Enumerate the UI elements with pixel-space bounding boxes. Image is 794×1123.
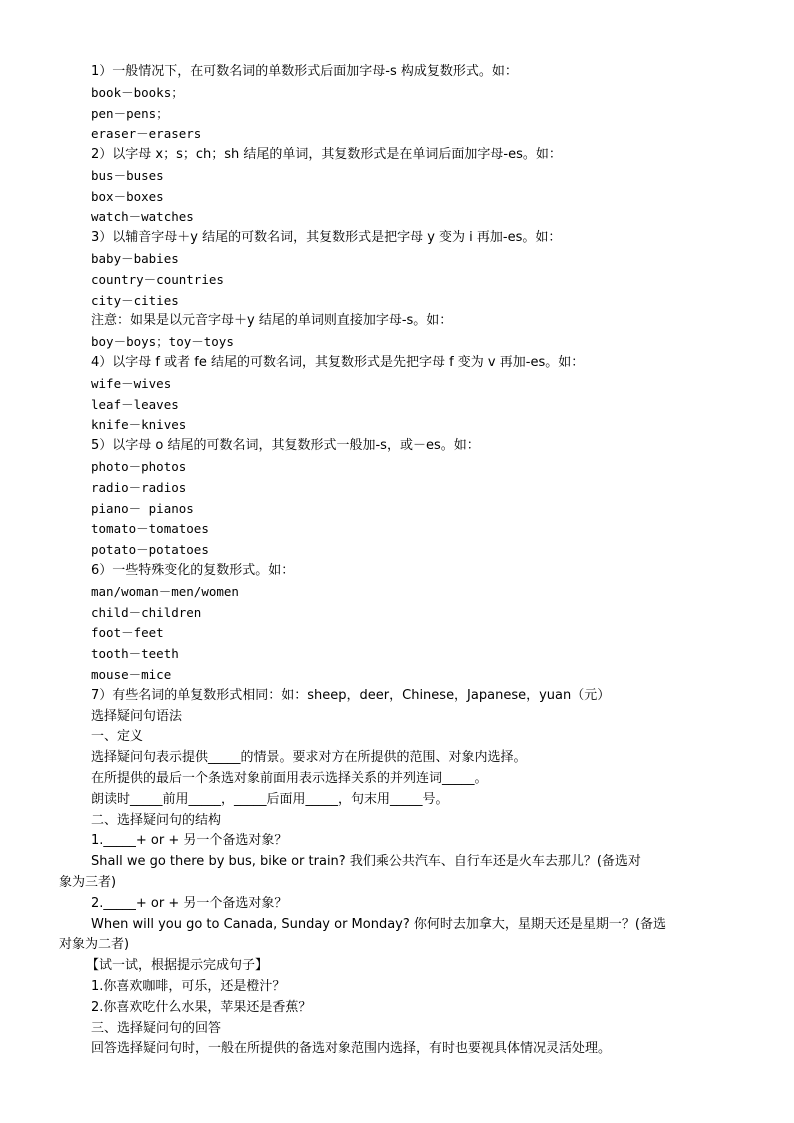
example: knife－knives — [91, 417, 187, 432]
heading-structure: 二、选择疑问句的结构 — [91, 813, 222, 828]
rule-5: 5）以字母 o 结尾的可数名词，其复数形式一般加-s，或－es。如： — [91, 438, 480, 453]
example: city－cities — [91, 293, 179, 308]
example: bus－buses — [91, 168, 164, 183]
example: wife－wives — [91, 376, 172, 391]
example: baby－babies — [91, 251, 179, 266]
example: piano－ pianos — [91, 501, 194, 516]
example-sentence: When will you go to Canada, Sunday or Monday? 你何时去加拿大，星期天还是星期一？(备选 — [91, 917, 666, 932]
heading-definition: 一、定义 — [91, 729, 144, 744]
example: eraser－erasers — [91, 126, 202, 141]
exercise-item: 1.你喜欢咖啡，可乐，还是橙汁？ — [91, 979, 286, 994]
formula: 1._____+ or + 另一个备选对象？ — [91, 833, 288, 848]
paragraph: 朗读时_____前用_____，_____后面用_____，句末用_____号。 — [91, 792, 449, 807]
rule-1: 1）一般情况下，在可数名词的单数形式后面加字母-s 构成复数形式。如： — [91, 64, 518, 79]
example: tooth－teeth — [91, 646, 179, 661]
example: potato－potatoes — [91, 542, 209, 557]
rule-2: 2）以字母 x；s；ch；sh 结尾的单词，其复数形式是在单词后面加字母-es。如： — [91, 147, 562, 162]
example: box－boxes — [91, 189, 164, 204]
example: watch－watches — [91, 209, 194, 224]
example: boy－boys；toy－toys — [91, 334, 234, 349]
rule-3-note: 注意：如果是以元音字母＋y 结尾的单词则直接加字母-s。如： — [91, 313, 453, 328]
exercise-item: 2.你喜欢吃什么水果，苹果还是香蕉？ — [91, 1000, 312, 1015]
example: tomato－tomatoes — [91, 521, 209, 536]
example-sentence-cont: 象为三者) — [59, 875, 117, 890]
example: leaf－leaves — [91, 397, 179, 412]
example: book－books； — [91, 85, 184, 100]
example: mouse－mice — [91, 667, 172, 682]
rule-7: 7）有些名词的单复数形式相同：如：sheep，deer，Chinese，Japanese，yuan（元） — [91, 688, 611, 703]
example: radio－radios — [91, 480, 187, 495]
example: child－children — [91, 605, 202, 620]
rule-3: 3）以辅音字母＋y 结尾的可数名词，其复数形式是把字母 y 变为 i 再加-es。如： — [91, 230, 562, 245]
example-sentence: Shall we go there by bus, bike or train? 我们乘公共汽车、自行车还是火车去那儿？(备选对 — [91, 854, 641, 869]
exercise-heading: 【试一试，根据提示完成句子】 — [86, 958, 269, 973]
example: country－countries — [91, 272, 224, 287]
paragraph: 选择疑问句表示提供_____的情景。要求对方在所提供的范围、对象内选择。 — [91, 750, 527, 765]
paragraph: 回答选择疑问句时，一般在所提供的备选对象范围内选择，有时也要视具体情况灵活处理。 — [91, 1041, 612, 1056]
section-title: 选择疑问句语法 — [91, 709, 183, 724]
rule-4: 4）以字母 f 或者 fe 结尾的可数名词，其复数形式是先把字母 f 变为 v 再加-es。如： — [91, 355, 585, 370]
paragraph: 在所提供的最后一个条选对象前面用表示选择关系的并列连词_____。 — [91, 771, 488, 786]
rule-6: 6）一些特殊变化的复数形式。如： — [91, 563, 295, 578]
example: pen－pens； — [91, 106, 169, 121]
example: man/woman－men/women — [91, 584, 239, 599]
example: photo－photos — [91, 459, 187, 474]
example-sentence-cont: 对象为二者) — [59, 937, 130, 952]
formula: 2._____+ or + 另一个备选对象？ — [91, 896, 288, 911]
example: foot－feet — [91, 625, 164, 640]
heading-answer: 三、选择疑问句的回答 — [91, 1021, 222, 1036]
